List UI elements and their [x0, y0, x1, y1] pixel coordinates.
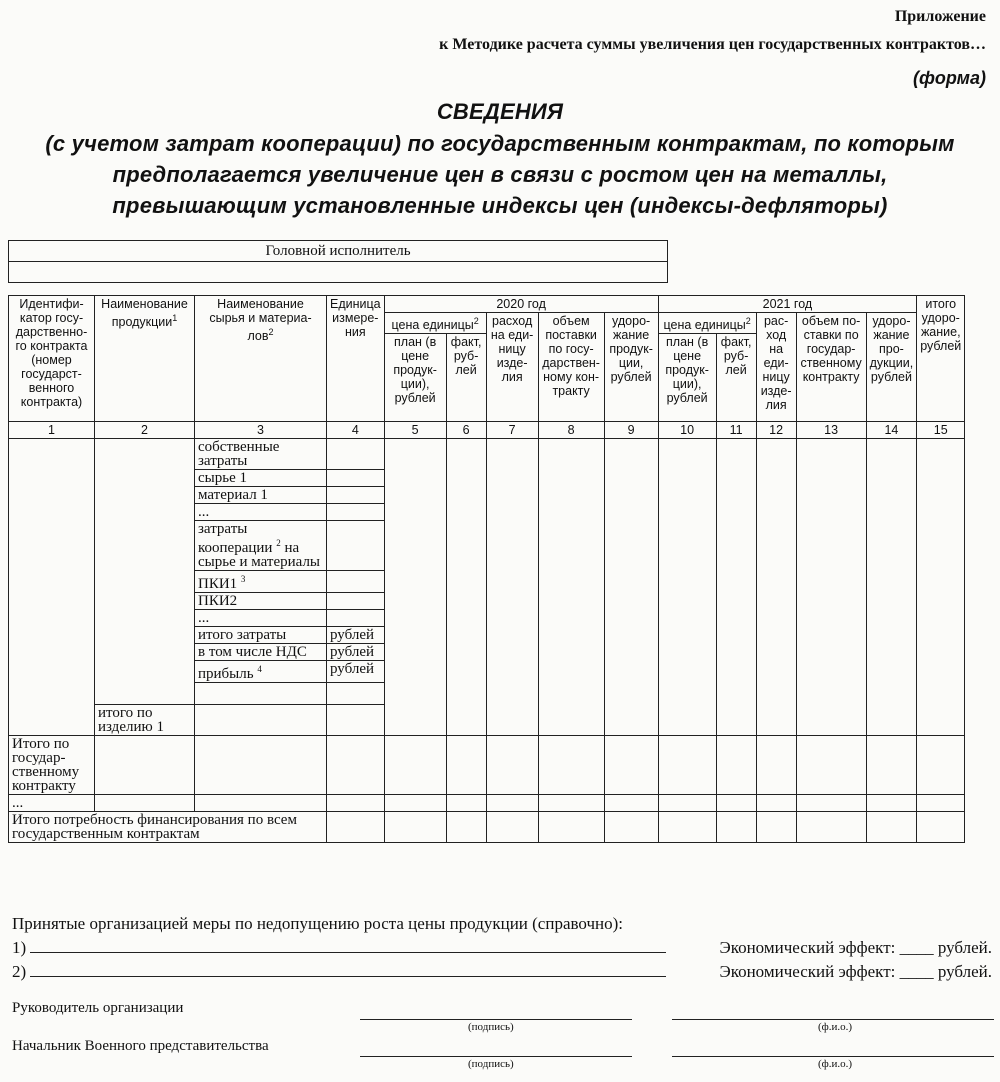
col-num: 7 — [486, 422, 538, 439]
measure-input-1[interactable] — [30, 936, 666, 953]
col-num: 6 — [446, 422, 486, 439]
measure-effect-2: Экономический эффект: ____ рублей. — [719, 962, 992, 981]
methodology-ref: к Методике расчета суммы увеличения цен государственных контрактов… — [439, 36, 986, 53]
contracts-table — [8, 295, 965, 843]
col-num: 8 — [538, 422, 604, 439]
row-vat: в том числе НДС — [195, 644, 327, 661]
header-year-2021: 2021 год — [658, 296, 917, 313]
header-plan-2021: план (в цене продук- ции), рублей — [658, 334, 716, 422]
name-caption: (ф.и.о.) — [818, 1021, 853, 1033]
header-appreciation-2020: удоро- жание продук- ции, рублей — [604, 313, 658, 422]
military-signature-line[interactable] — [360, 1055, 632, 1057]
table-row — [9, 795, 965, 812]
header-appreciation-2021: удоро- жание про- дукции, рублей — [866, 313, 917, 422]
header-fact-2020: факт, руб- лей — [446, 334, 486, 422]
measure-effect-1: Экономический эффект: ____ рублей. — [719, 938, 992, 957]
document-title: СВЕДЕНИЯ — [436, 99, 564, 124]
form-label: (форма) — [913, 68, 986, 88]
unit-rubles: рублей — [327, 661, 385, 683]
military-head-label: Начальник Военного представительства — [12, 1038, 269, 1054]
row-total-item: итого по изделию 1 — [95, 705, 195, 736]
col-num: 15 — [917, 422, 965, 439]
measures-section — [12, 912, 992, 984]
row-total-contract: Итого по государ- ственному контракту — [9, 736, 95, 795]
head-signature-line[interactable] — [360, 1018, 632, 1020]
row-pki-2: ПКИ2 — [195, 593, 327, 610]
row-coop-costs: затраты кооперации $^2$ на сырье и материалы — [195, 521, 327, 571]
measure-item-2 — [12, 960, 992, 984]
header-consumption-2020: расход на еди- ницу изде- лия — [486, 313, 538, 422]
unit-rubles: рублей — [327, 627, 385, 644]
title-subline-1: (с учетом затрат кооперации) по государственным контрактам, по которым — [45, 131, 955, 156]
lead-contractor-table — [8, 240, 668, 283]
row-own-costs: собственные затраты — [195, 439, 327, 470]
col-num: 11 — [716, 422, 756, 439]
col-num: 3 — [195, 422, 327, 439]
header-unit-price-2020: цена единицы$^2$ — [384, 313, 486, 334]
header-identifier: Идентифи- катор госу- дарственно- го контракта (номер государст- венного контракта) — [9, 296, 95, 422]
military-name-line[interactable] — [672, 1055, 994, 1057]
name-caption: (ф.и.о.) — [818, 1058, 853, 1070]
measure-input-2[interactable] — [30, 960, 666, 977]
title-subline-3: превышающим установленные индексы цен (индексы-дефляторы) — [112, 193, 888, 218]
row-total-costs: итого затраты — [195, 627, 327, 644]
row-dots: ... — [9, 795, 95, 812]
head-name-line[interactable] — [672, 1018, 994, 1020]
col-num: 13 — [796, 422, 866, 439]
col-num: 12 — [756, 422, 796, 439]
row-material-1: материал 1 — [195, 487, 327, 504]
header-volume-2021: объем по- ставки по государ- ственному контракту — [796, 313, 866, 422]
col-num: 5 — [384, 422, 446, 439]
row-dots: ... — [195, 504, 327, 521]
header-unit: Единица измере- ния — [327, 296, 385, 422]
header-materials: Наименование сырья и материа- лов$^2$ — [195, 296, 327, 422]
col-num: 10 — [658, 422, 716, 439]
signature-caption: (подпись) — [468, 1021, 514, 1033]
table-row — [9, 439, 965, 470]
col-num: 2 — [95, 422, 195, 439]
header-plan-2020: план (в цене продук- ции), рублей — [384, 334, 446, 422]
row-raw-1: сырье 1 — [195, 470, 327, 487]
lead-contractor-label: Головной исполнитель — [9, 241, 668, 262]
header-product: Наименование продукции$^1$ — [95, 296, 195, 422]
col-num: 9 — [604, 422, 658, 439]
col-num: 4 — [327, 422, 385, 439]
title-subline-2: предполагается увеличение цен в связи с ростом цен на металлы, — [112, 162, 888, 187]
measure-number: 2) — [12, 962, 27, 981]
measure-item-1 — [12, 936, 992, 960]
col-num: 1 — [9, 422, 95, 439]
measure-number: 1) — [12, 938, 27, 957]
table-row — [9, 812, 965, 843]
column-numbers-row — [9, 422, 965, 439]
header-fact-2021: факт, руб- лей — [716, 334, 756, 422]
header-year-2020: 2020 год — [384, 296, 658, 313]
col-num: 14 — [866, 422, 917, 439]
row-dots: ... — [195, 610, 327, 627]
appendix-label: Приложение — [894, 8, 986, 25]
row-pki-1: ПКИ1 $^3$ — [195, 571, 327, 593]
lead-contractor-value[interactable] — [9, 262, 668, 283]
measures-heading: Принятые организацией меры по недопущению роста цены продукции (справочно): — [12, 914, 623, 933]
head-of-organization-label: Руководитель организации — [12, 1000, 184, 1016]
header-consumption-2021: рас- ход на еди- ницу изде- лия — [756, 313, 796, 422]
header-unit-price-2021: цена единицы$^2$ — [658, 313, 756, 334]
header-total-appreciation: итого удоро- жание, рублей — [917, 296, 965, 422]
header-volume-2020: объем поставки по госу- дарствен- ному кон- тракту — [538, 313, 604, 422]
table-row — [9, 736, 965, 795]
unit-rubles: рублей — [327, 644, 385, 661]
signature-caption: (подпись) — [468, 1058, 514, 1070]
row-total-need: Итого потребность финансирования по всем государственным контрактам — [9, 812, 327, 843]
row-profit: прибыль $^4$ — [195, 661, 327, 683]
